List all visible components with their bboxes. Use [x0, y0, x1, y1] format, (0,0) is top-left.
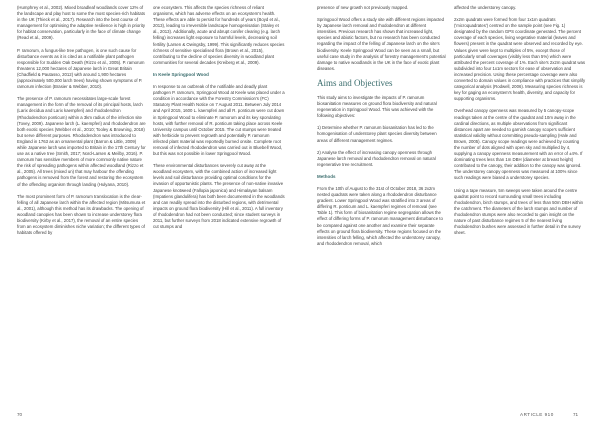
objective-item: 2) Analyse the effect of increasing canopy openness through Japanese larch removal and rhododendron removal on natural regenerative tree recruitment.: [317, 149, 436, 167]
paragraph: Overhead canopy openness was measured by 5 canopy-scope readings taken at the centre of the quadrat and 10m away in the cardinal directions, as multiple observations from significant distances apart are needed to garnish canopy scope's sufficient statistical validity without committing pseudo-sampling (Hale and Brown, 2005). Canopy scope readings were achieved by counting the number of dots aligned with open sky and multiplied by 4, supplying a canopy openness measurement with an error of ±4%. If dominating trees less than 1m DBH (diameter at breast height) contributed to the canopy, their addition to the canopy was ignored. The understorey canopy openness was measured at 100% since such readings were biased a understorey species.: [454, 108, 583, 181]
left-page-column-1: [17, 5, 147, 242]
section-title: Aims and Objectives: [317, 77, 393, 88]
paragraph: The most prominent form of P. ramorum translocation is the clear-felling of all Japanese larch within the affected region (Mitsumura et al., 2001), although this method has its drawbacks. The opening of woodland canopies has been shown to increase understorey flora biodiversity (Kirby et al., 2017), the removal of an entire species from an ecosystem diminishes niche variation; the different types of habitats offered by: [17, 193, 146, 236]
page-number-right: 71: [573, 412, 579, 417]
paragraph: Using a tape measure, 5m sweeps were taken around the centre quadrat point to record surrounding small trees including rhododendron, birch stumps, and trees of less than 50m DBH within the catchment. The diameters of the larch stumps and number of rhododendron stumps were also recorded to gain insight on the nature of past disturbance regimes 5 of the nearest living rhododendron bushes were assessed in further detail in the survey sheet.: [454, 187, 583, 236]
objective-item: 1) Determine whether P. ramorum biosanitation has led to the homogenisation of understorey plant species diversity between areas of different management regimes.: [317, 125, 437, 143]
paragraph: P. ramorum, a fungus-like tree pathogen, is one such cause for disturbance events as it is cited as a notifiable plant pathogen responsible for Sudden Oak Death (Rizzo et al., 2005). P. ramorum threatens 12,000 hectares of Japanese larch in Great Britain (Chadfield & Pautasso, 2012) with around 1,900 hectares (approximately 500,000 larch trees) having shown symptoms of P. ramorum infection (Brasier & Webber, 2010).: [17, 47, 145, 90]
methods-heading: Methods: [317, 173, 336, 179]
page-number-left: 70: [17, 412, 23, 417]
right-page-column-1: [317, 5, 447, 253]
paragraph: From the 10th of August to the 31st of October 2018, 36 2x2m nested quadrats were taken along a rhododendron disturbance gradient. Lower Springpool Wood was stratified into 3 areas of differing R. ponticum and L. kaempferi regimes of removal (see Table 1). This form of biosanitation regime segregation allows the effect of differing forms of P. ramorum management disturbance to be compared against one another and examine their separate effects on ground flora biodiversity. These regions focused on the intensities of larch felling, which affected the understorey canopy, and rhododendron removal, which: [317, 185, 443, 246]
paragraph: These environmental disturbances severely cut away at the woodland ecosystem, with the combined action of increased light levels and soil disturbance providing optimal conditions for the invasion of opportunistic plants. The presence of non-native invasive Japanese knotweed (Fallopia japonica) and Himalayan balsam (Impatiens glandulifera) has both been documented in the woodlands and can readily spread into the disturbed regions, with detrimental impacts on ground flora biodiversity (Hill et al., 2011). A full inventory of rhododendron had not been conducted; since student surveys in 2011, but further surveys from 2018 indicated extensive regrowth of cut stumps and: [153, 163, 285, 230]
paragraph: The presence of P. ramorum necessitates large-scale forest management in the form of the removal of its principal hosts, larch (Larix decidua and Larix kaempferi) and rhododendron (Rhododendron ponticum) within a 3km radius of the infection site (Tovey, 2009). Japanese larch (L. kaempferi) and rhododendron are both exotic species (Webber et al., 2010; Tooley & Browning, 2018) but serve different purposes. Rhododendron was introduced to England in 1763 as an ornamental plant (Barron & Little, 2009) while Japanese larch was imported to Britain in the 17th Century for use as a native tree (Smith, 2017; Nord-Larsen & Meilby, 2016). P. ramorum has sensitive members of more commonly native nature the risk of spreading pathogens within affected woodland (Rizzo et al., 2005). All trees (mixed un) that may harbour the offending pathogens is removed from the forest and restoring the ecosystem of the offending organism through landing (Hulyana, 2010).: [17, 96, 146, 187]
paragraph: affected the understorey canopy.: [454, 5, 517, 10]
paragraph: This study aims to investigate the impacts of P. ramorum biosanitation measures on ground flora biodiversity and natural regeneration in Springpool Wood. This was achieved with the following objectives:: [317, 94, 437, 119]
paragraph: presence of new growth not previously mapped.: [317, 5, 409, 10]
running-footer: ARTICLE 910: [520, 412, 554, 417]
right-page-column-2: [454, 5, 586, 242]
paragraph: In response to an outbreak of the notifiable and deadly plant pathogen P. ramorum, Springpool Wood at Keele was placed under a condition in accordance with the Forestry Commission's (FC) Statutory Plant Health Notice on 7 August 2011. Between July 2014 and April 2015, 1600 L. kaempferi and all R. ponticum were cut down in Springpool Wood to eliminate P. ramorum and its key sporulating hosts, with further removal of R. ponticum taking place across Keele University campus until October 2015. The cut stumps were treated with herbicide to prevent regrowth and potentially P. ramorum infected plant material was reportedly burned onsite. Complete root removal of infected rhododendron was carried out in Bluebell Wood, but this was not possible in lower Springpool Wood.: [153, 84, 285, 157]
paragraph: 2x2m quadrats were formed from four 1x1m quadrats ('microquadrates') centred on the sample point (see Fig. 1) designated by the random GPS coordinate generated. The percent coverage of each species, living vegetative material (leaves and flowers) present in the quadrat were observed and recorded by eye. Values given were kept to multiples of 5%, except those of particularly small coverages (visibly less than 5%) which were attributed the percent coverage of 1%. Each site's 2x2m quadrat was subdivided into four 1x1m sectors for ease of observation and increased precision. Using these percentage coverage were also converted to domain values in compliance with practices that simplify categorical analysis (Rodwell, 2006). Measuring species richness is key for gaging an ecosystem's health, diversity, and capacity for supporting organisms.: [454, 17, 586, 102]
paragraph: Springpool Wood offers a study site with different regions impacted by Japanese larch removal and rhododendron at different intensities. Previous research has shown that increased light, species and abiotic factors, but no research has been conducted regarding the impact of the felling of Japanese larch on the site's biodiversity. Keele Springpool Wood can be seen as a small, but useful case study in the analysis of forestry management's potential damage to native woodlands in the UK in the face of exotic plant diseases.: [317, 17, 446, 71]
paragraph: one ecosystem. This affects the species richness of reliant organisms, which has adverse effects on an ecosystem's health. These effects are able to persist for hundreds of years (Boyd et al., 2013), leading to irreversible landscape homogenisation (Staley et al., 2013). Additionally, acute and abrupt conifer clearing (e.g. larch felling) increases light exposure to harmful levels, decreasing soil fertility (Larsen & Owingsby, 1999). This significantly reduces species richness of sensitive specialised flora (Brown et al., 2015), contributing to the decline of species diversity in woodland plant communities for several decades (Kreiberg et al., 2009).: [153, 5, 285, 65]
subheading: In Keele Springpool Wood: [153, 71, 209, 77]
left-page-column-2: [153, 5, 285, 236]
paragraph: (Humphrey et al., 2002). Mixed broadleaf woodlands cover 12% of the landscape and play host to some the most species-rich habitats in the UK (Thieck et al., 2017). Research into the best course of management for optimising the adaptive resilience is high in priority for habitat conservation, particularly in the face of climate change (Read et al., 2009).: [17, 5, 146, 41]
